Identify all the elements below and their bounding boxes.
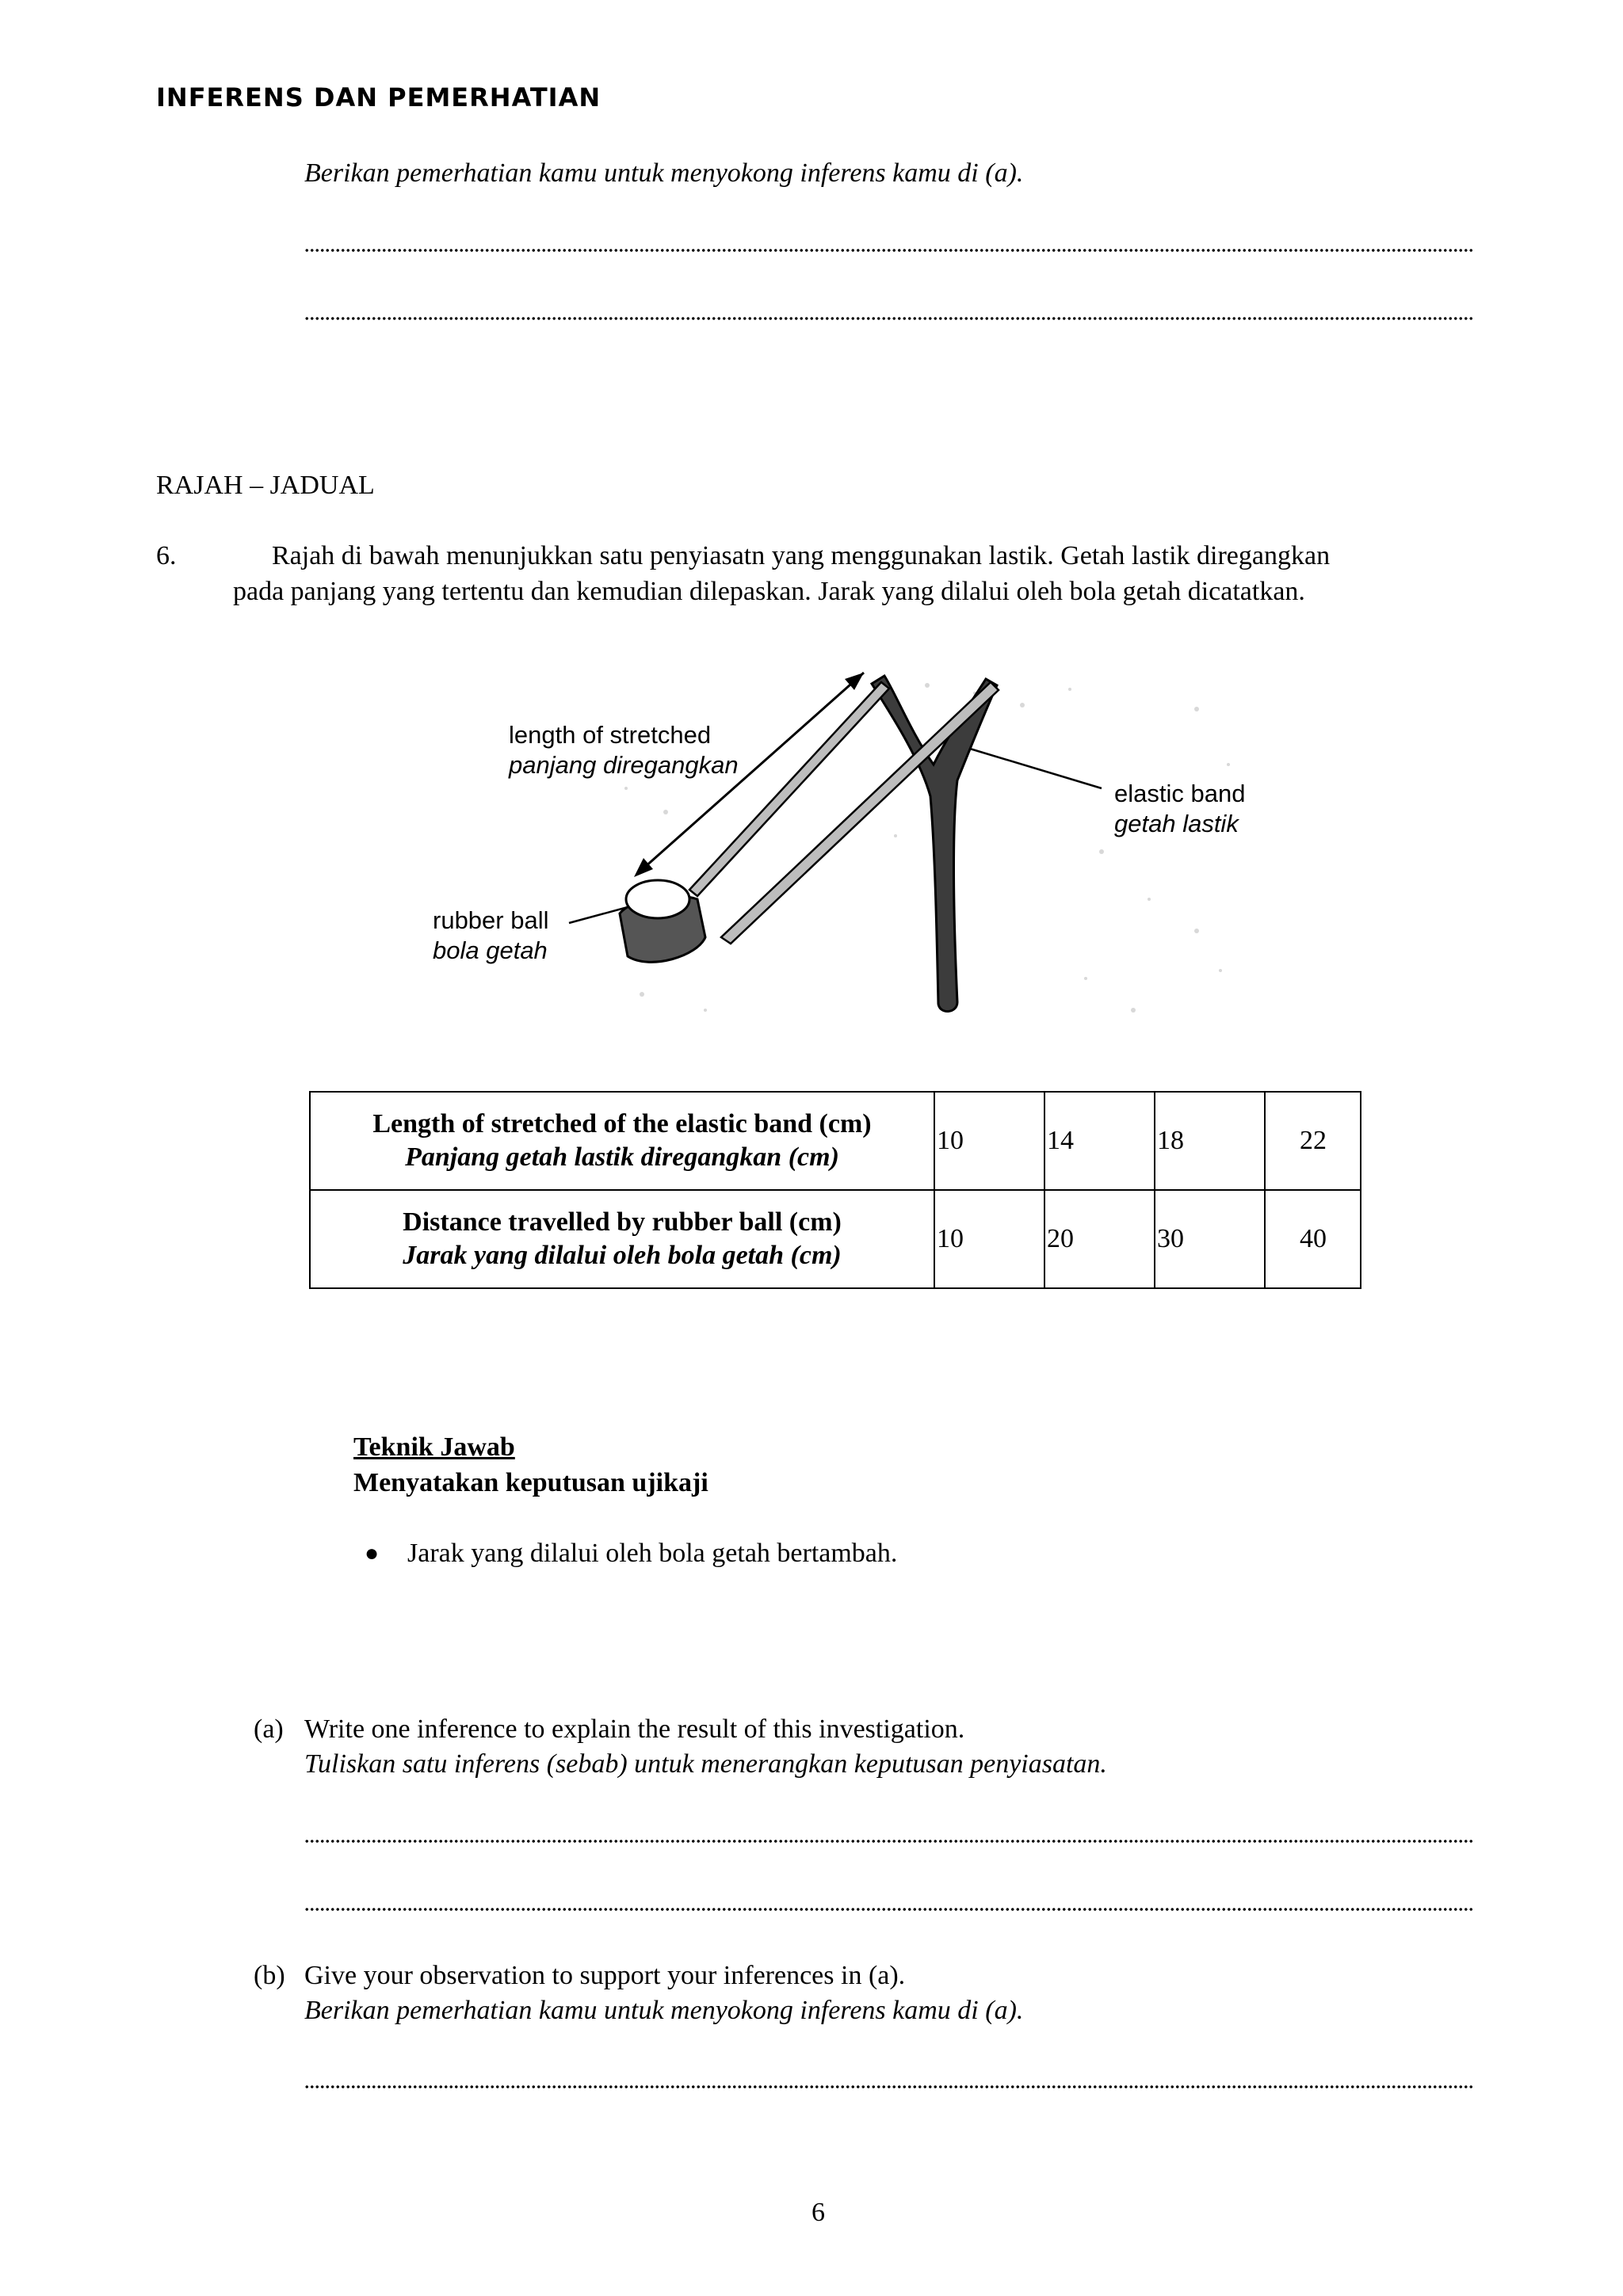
part-a-text-en: Write one inference to explain the result of this investigation. bbox=[304, 1714, 965, 1744]
row1-header bbox=[310, 1092, 934, 1190]
row1-header-en: Length of stretched of the elastic band (cm) bbox=[372, 1109, 872, 1138]
table-row bbox=[310, 1190, 1361, 1288]
table-cell: 22 bbox=[1265, 1092, 1361, 1190]
answer-line[interactable] bbox=[304, 1838, 1472, 1844]
page-number: 6 bbox=[812, 2198, 825, 2227]
question-number: 6. bbox=[156, 541, 177, 570]
table-cell: 14 bbox=[1044, 1092, 1155, 1190]
rubber-ball bbox=[626, 880, 689, 918]
table-cell: 40 bbox=[1265, 1190, 1361, 1288]
results-table bbox=[309, 1091, 1361, 1289]
band-leader-line bbox=[970, 749, 1102, 788]
answer-line[interactable] bbox=[304, 1906, 1472, 1913]
part-b-text-ms: Berikan pemerhatian kamu untuk menyokong inferens kamu di (a). bbox=[304, 1996, 1024, 2025]
technique-title: Teknik Jawab bbox=[353, 1432, 515, 1462]
row1-header-ms: Panjang getah lastik diregangkan (cm) bbox=[405, 1142, 839, 1172]
bullet-icon: ● bbox=[365, 1540, 380, 1566]
part-b-label: (b) bbox=[254, 1961, 285, 1990]
label-length-ms: panjang diregangkan bbox=[509, 751, 739, 779]
row2-header-en: Distance travelled by rubber ball (cm) bbox=[403, 1207, 842, 1237]
part-a-text-ms: Tuliskan satu inferens (sebab) untuk menerangkan keputusan penyiasatan. bbox=[304, 1749, 1107, 1779]
page-header: INFERENS DAN PEMERHATIAN bbox=[156, 82, 601, 113]
table-cell: 20 bbox=[1044, 1190, 1155, 1288]
answer-line[interactable] bbox=[304, 315, 1472, 322]
answer-line[interactable] bbox=[304, 2084, 1472, 2090]
slingshot-illustration bbox=[420, 662, 1292, 1042]
row2-header-ms: Jarak yang dilalui oleh bola getah (cm) bbox=[403, 1241, 842, 1270]
label-elastic-band bbox=[1114, 779, 1245, 839]
prev-question-prompt: Berikan pemerhatian kamu untuk menyokong inferens kamu di (a). bbox=[304, 158, 1024, 188]
technique-bullet-text: Jarak yang dilalui oleh bola getah bertambah. bbox=[407, 1539, 898, 1568]
elastic-band-left bbox=[689, 682, 889, 896]
slingshot-frame bbox=[872, 676, 997, 1012]
table-cell: 10 bbox=[934, 1092, 1044, 1190]
part-a-label: (a) bbox=[254, 1714, 284, 1744]
label-band-ms: getah lastik bbox=[1114, 810, 1239, 837]
table-row bbox=[310, 1092, 1361, 1190]
row2-header bbox=[310, 1190, 934, 1288]
question-text-line2: pada panjang yang tertentu dan kemudian dilepaskan. Jarak yang dilalui oleh bola getah dicatatkan. bbox=[233, 577, 1305, 606]
label-rubber-ball bbox=[433, 906, 548, 966]
question-text-line1: Rajah di bawah menunjukkan satu penyiasatn yang menggunakan lastik. Getah lastik diregangkan bbox=[272, 541, 1331, 570]
label-ball-ms: bola getah bbox=[433, 936, 548, 964]
table-cell: 30 bbox=[1155, 1190, 1265, 1288]
table-cell: 18 bbox=[1155, 1092, 1265, 1190]
slingshot-diagram bbox=[420, 662, 1292, 1042]
part-b-text-en: Give your observation to support your inferences in (a). bbox=[304, 1961, 906, 1990]
label-length-en: length of stretched bbox=[509, 721, 712, 749]
section-title: RAJAH – JADUAL bbox=[156, 471, 375, 500]
table-cell: 10 bbox=[934, 1190, 1044, 1288]
answer-line[interactable] bbox=[304, 247, 1472, 254]
label-ball-en: rubber ball bbox=[433, 906, 549, 934]
label-band-en: elastic band bbox=[1114, 780, 1246, 807]
label-length bbox=[509, 720, 739, 780]
technique-subtitle: Menyatakan keputusan ujikaji bbox=[353, 1468, 708, 1497]
